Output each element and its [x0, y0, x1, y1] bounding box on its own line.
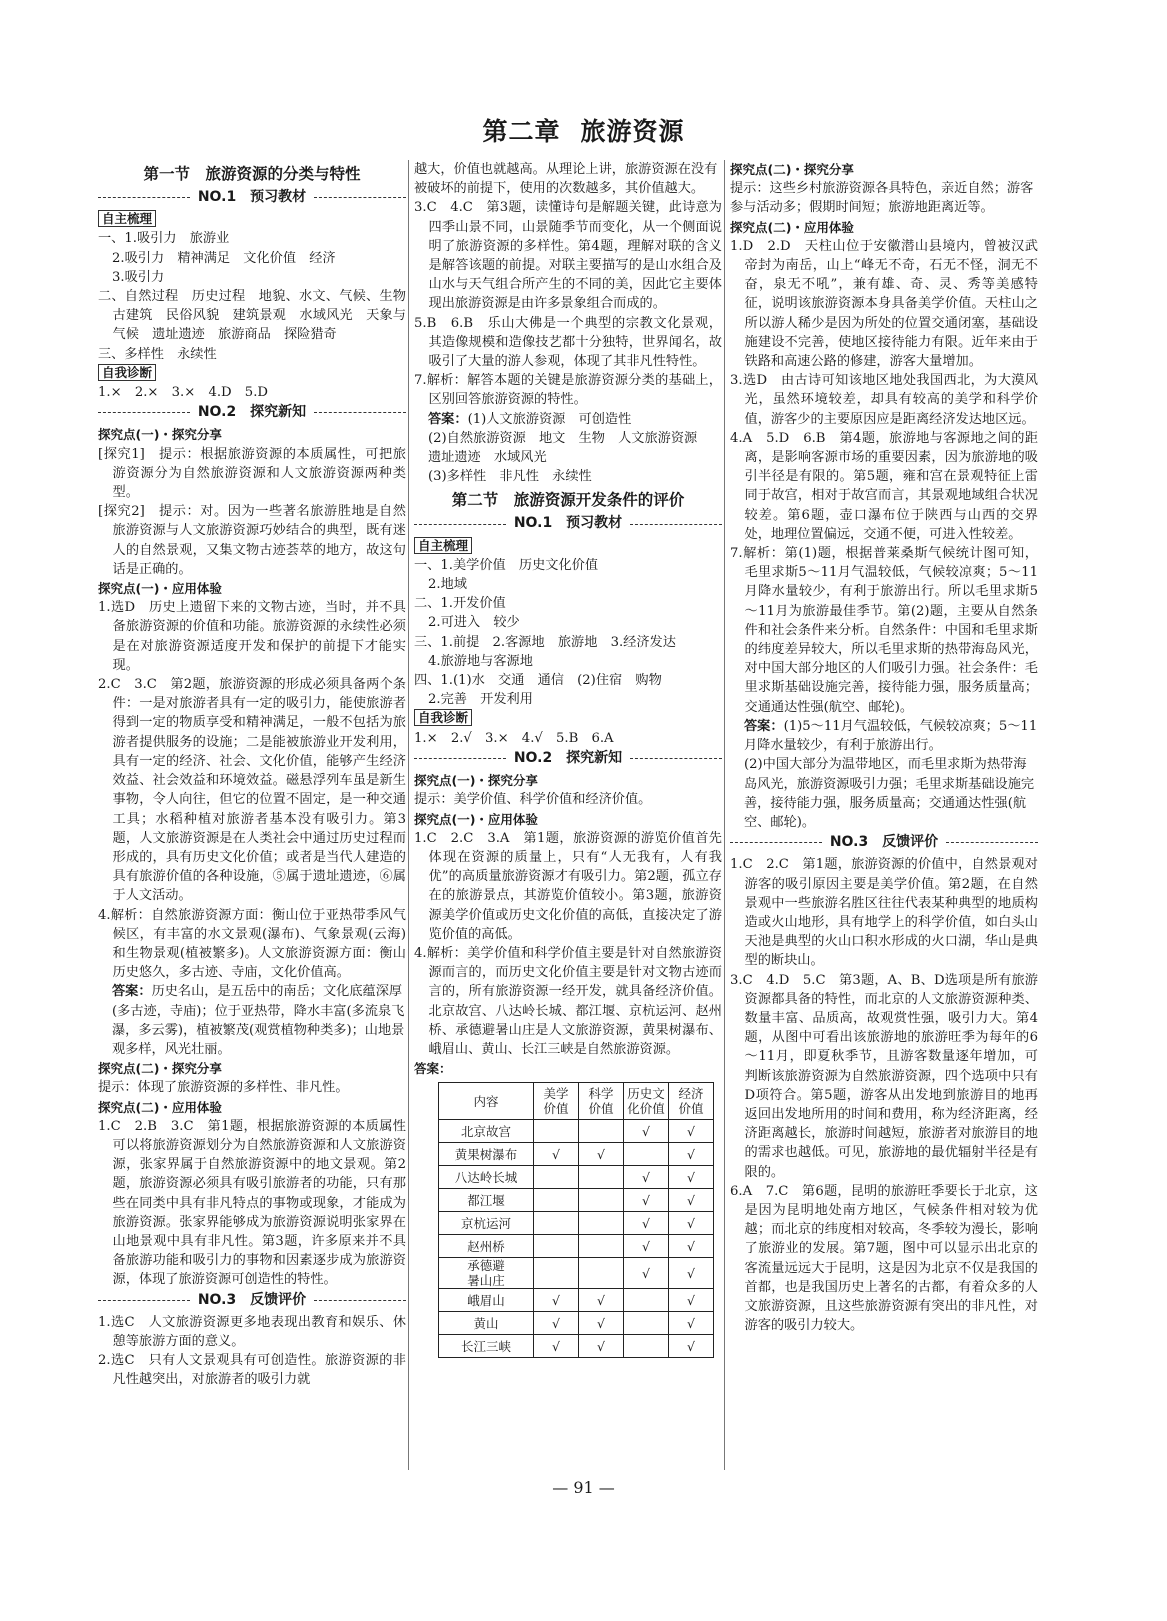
answer-item: 4.解析：自然旅游资源方面：衡山位于亚热带季风气候区，有丰富的水文景观(瀑布)、气象景观(云海)和生物景观(植被繁多)。人文旅游资源方面：衡山历史悠久，多古迹、寺庙，文化价值高。	[98, 907, 406, 981]
table-header: 科学 价值	[579, 1083, 624, 1120]
table-header: 历史文 化价值	[624, 1083, 669, 1120]
answer-label: 答案：	[744, 718, 784, 734]
answer-line: 3.吸引力	[112, 269, 165, 285]
table-cell	[624, 1289, 669, 1312]
bracket-heading-row	[414, 709, 722, 728]
table-cell: √	[669, 1289, 714, 1312]
answer-item: 2.选C 只有人文景观具有可创造性。旅游资源的非凡性越突出，对旅游者的吸引力就	[98, 1353, 406, 1388]
table-cell: √	[534, 1312, 579, 1335]
subheading: 探究点(二)・探究分享	[730, 162, 854, 177]
answer-item: 1.C 2.C 第1题，旅游资源的价值中，自然景观对游客的吸引原因主要是美学价值。第2题，在自然景观中一些旅游名胜区往往代表某种典型的地质构造或火山地形，具有地学上的科学价值，如白头山天池是典型的火山口积水形成的火口湖，华山是典型的断块山。	[730, 857, 1038, 969]
text-line: 越大，价值也就越高。从理论上讲，旅游资源在没有被破坏的前提下，使用的次数越多，其价值越大。	[414, 162, 718, 197]
part-heading-text: NO.1 预习教材	[197, 189, 307, 205]
column-divider	[724, 160, 725, 1470]
answer-line: 2.完善 开发利用	[428, 692, 533, 708]
table-row-label: 黄果树瀑布	[439, 1143, 534, 1166]
table-cell	[534, 1212, 579, 1235]
table-cell: √	[624, 1120, 669, 1143]
column-right	[730, 160, 1038, 1335]
table-cell: √	[624, 1258, 669, 1289]
table-cell: √	[669, 1212, 714, 1235]
table-cell: √	[669, 1312, 714, 1335]
table-row	[439, 1166, 714, 1189]
answer-item: [探究1] 提示：根据旅游资源的本质属性，可把旅游资源分为自然旅游资源和人文旅游资源两种类型。	[98, 446, 406, 501]
table-cell: √	[624, 1189, 669, 1212]
table-header: 内容	[439, 1083, 534, 1120]
answer-text: (1)人文旅游资源 可创造性	[467, 411, 632, 427]
section-title: 第二节 旅游资源开发条件的评价	[451, 491, 685, 510]
answer-item: [探究2] 提示：对。因为一些著名旅游胜地是自然旅游资源与人文旅游资源巧妙结合的典型，既有迷人的自然景观，又集文物古迹荟萃的地方，故这句话是正确的。	[98, 504, 406, 577]
bracket-heading: 自我诊断	[414, 709, 472, 726]
table-row-label: 北京故宫	[439, 1120, 534, 1143]
answer-item: 1.选C 人文旅游资源更多地表现出教育和娱乐、休憩等旅游方面的意义。	[98, 1314, 406, 1349]
table-row-label: 都江堰	[439, 1189, 534, 1212]
table-cell	[579, 1258, 624, 1289]
answer-item: 1.C 2.C 3.A 第1题，旅游资源的游览价值首先体现在资源的质量上，只有“人无我有，人有我优”的高质量旅游资源才有吸引力。第2题，孤立存在的旅游景点，其游览价值较小。第3题，旅游资源美学价值或历史文化价值的高低，直接决定了游览价值的高低。	[414, 830, 722, 942]
table-cell: √	[669, 1166, 714, 1189]
answer-line: 2.地域	[428, 577, 467, 593]
table-cell	[624, 1143, 669, 1166]
table-row-label: 黄山	[439, 1312, 534, 1335]
part-heading-text: NO.2 探究新知	[513, 749, 623, 766]
table-row	[439, 1120, 714, 1143]
part-heading	[730, 833, 1038, 852]
part-heading	[98, 403, 406, 422]
answer-item: 7.解析：第(1)题，根据普莱桑斯气候统计图可知，毛里求斯5～11月气温较低，气候较凉爽；5～11月降水量较少，有利于旅游出行。所以毛里求斯5～11月为旅游最佳季节。第(2)题，主要从自然条件和社会条件来分析。自然条件：中国和毛里求斯的纬度差异较大，所以毛里求斯的热带海岛风光，对中国大部分地区的人们吸引力强。社会条件：毛里求斯基础设施完善，接待能力强，服务质量高；交通通达性强(航空、邮轮)。	[730, 546, 1038, 715]
bracket-heading-row	[98, 364, 406, 383]
table-row-label: 承德避 暑山庄	[439, 1258, 534, 1289]
answer-block	[414, 410, 722, 429]
table-row	[439, 1312, 714, 1335]
table-cell: √	[669, 1120, 714, 1143]
answer-text: 历史名山，是五岳中的南岳；文化底蕴深厚(多古迹，寺庙)；位于亚热带，降水丰富(多流泉飞瀑，多云雾)，植被繁茂(观赏植物种类多)；山地景观多样，风光壮丽。	[112, 984, 405, 1057]
column-middle	[414, 160, 722, 1358]
text-line: 二、1.开发价值	[414, 596, 506, 612]
table-cell	[579, 1235, 624, 1258]
table-cell: √	[669, 1335, 714, 1358]
table-cell: √	[624, 1235, 669, 1258]
table-cell	[579, 1189, 624, 1212]
table-cell: √	[579, 1312, 624, 1335]
subheading: 答案：	[414, 1061, 452, 1077]
answer-text: (1)5～11月气温较低，气候较凉爽；5～11月降水量较少，有利于旅游出行。	[744, 718, 1038, 754]
bracket-heading: 自主梳理	[414, 537, 472, 554]
answer-line: (2)自然旅游资源 地文 生物 人文旅游资源 遗址遗迹 水域风光	[428, 430, 711, 466]
part-heading-text: NO.2 探究新知	[197, 404, 307, 421]
table-cell	[579, 1212, 624, 1235]
text-line: 一、1.吸引力 旅游业	[98, 231, 230, 247]
table-row	[439, 1235, 714, 1258]
table-cell: √	[534, 1289, 579, 1312]
answer-line: (2)中国大部分为温带地区，而毛里求斯为热带海岛风光，旅游资源吸引力强；毛里求斯基础设施完善，接待能力强，服务质量高；交通通达性强(航空、邮轮)。	[744, 757, 1035, 830]
bracket-heading: 自主梳理	[98, 210, 156, 227]
table-cell	[534, 1166, 579, 1189]
table-row	[439, 1289, 714, 1312]
part-heading	[414, 749, 722, 768]
table-cell: √	[579, 1289, 624, 1312]
text-line: 三、1.前提 2.客源地 旅游地 3.经济发达	[414, 634, 676, 650]
section-title: 第一节 旅游资源的分类与特性	[143, 165, 361, 183]
answer-item: 2.C 3.C 第2题，旅游资源的形成必须具备两个条件：一是对旅游者具有一定的吸引力，能使旅游者得到一定的物质享受和精神满足，一般不包括为旅游者提供服务的设施；二是能被旅游业开发利用，具有一定的经济、社会、文化价值，能够产生经济效益、社会效益和环境效益。磁悬浮列车虽是新生事物，令人向往，但它的位置不固定，是一种交通工具；水稻种植对旅游者基本没有吸引力。第3题，人文旅游资源是在人类社会中通过历史过程而形成的，具有历史文化价值；或者是当代人建造的具有旅游价值的各种设施，⑤属于遗址遗迹，⑥属于人文活动。	[98, 677, 406, 904]
table-header: 美学 价值	[534, 1083, 579, 1120]
answer-item: 1.选D 历史上遗留下来的文物古迹，当时，并不具备旅游资源的价值和功能。旅游资源的永续性必须是在对旅游资源适度开发和保护的前提下才能实现。	[98, 600, 406, 673]
table-cell: √	[669, 1189, 714, 1212]
answer-label: 答案：	[428, 411, 468, 427]
table-row	[439, 1258, 714, 1289]
answer-item: 1.D 2.D 天柱山位于安徽潜山县境内，曾被汉武帝封为南岳，山上“峰无不奇，石无不怪，洞无不奋，泉无不吼”，兼有雄、奇、灵、秀等美感特征，说明该旅游资源本身具备美学价值。天柱山之所以游人稀少是因为所处的位置交通闭塞，基础设施建设不完善，使地区接待能力有限。近年来由于铁路和高速公路的修建，游客大量增加。	[730, 238, 1038, 370]
subheading: 探究点(一)・应用体验	[98, 581, 222, 597]
text-line: 提示：这些乡村旅游资源各具特色，亲近自然；游客参与活动多；假期时间短；旅游地距离近等。	[730, 181, 1034, 216]
bracket-heading: 自我诊断	[98, 364, 156, 381]
table-row	[439, 1189, 714, 1212]
text-line: 1.× 2.× 3.× 4.D 5.D	[98, 385, 268, 401]
answer-item: 7.解析：解答本题的关键是旅游资源分类的基础上，区别回答旅游资源的特性。	[414, 373, 722, 408]
bracket-heading-row	[98, 210, 406, 229]
subheading: 探究点(二)・探究分享	[98, 1061, 222, 1077]
bracket-heading-row	[414, 537, 722, 556]
answer-item: 二、自然过程 历史过程 地貌、水文、气候、生物 古建筑 民俗风貌 建筑景观 水域风光 天象与气候 遗址遗迹 旅游商品 探险猎奇	[98, 289, 420, 343]
table-row-label: 八达岭长城	[439, 1166, 534, 1189]
table-row-label: 长江三峡	[439, 1335, 534, 1358]
subheading: 探究点(一)・探究分享	[414, 773, 538, 789]
table-cell	[579, 1166, 624, 1189]
table-cell	[534, 1258, 579, 1289]
answer-line: 2.吸引力 精神满足 文化价值 经济	[112, 250, 336, 266]
page-number: — 91 —	[552, 1478, 615, 1497]
answer-item: 3.C 4.D 5.C 第3题，A、B、D选项是所有旅游资源都具备的特性，而北京的人文旅游资源种类、数量丰富、品质高，故观赏性强，吸引力大。第4题，从图中可看出该旅游地的旅游旺季为每年的6～11月，即夏秋季节，且游客数量逐年增加，可判断该旅游资源为自然旅游资源，四个选项中只有D项符合。第5题，游客从出发地到旅游目的地再返回出发地所用的时间和费用，称为经济距离，经济距离越长，旅游时间越短，旅游者对旅游目的地的需求也越低。可见，旅游地的最优辐射半径是有限的。	[730, 972, 1038, 1180]
answer-item: 5.B 6.B 乐山大佛是一个典型的宗教文化景观，其造像规模和造像技艺都十分独特，世界闻名，故吸引了大量的游人参观，体现了其非凡性特性。	[414, 315, 722, 370]
answer-item: 3.选D 由古诗可知该地区地处我国西北，为大漠风光，虽然环境较差，却具有较高的美学和科学价值，游客少的主要原因应是距离经济发达地区远。	[730, 373, 1038, 427]
answer-item: 3.C 4.C 第3题，读懂诗句是解题关键，此诗意为四季山景不同，山景随季节而变化，从一个侧面说明了旅游资源的多样性。第4题，理解对联的含义是解答该题的前提。对联主要描写的是山水组合及山水与天气组合所产生的不同的美，因此它主要体现出旅游资源是由许多景象组合而成的。	[414, 200, 722, 312]
table-cell: √	[579, 1143, 624, 1166]
answer-line: 4.旅游地与客源地	[428, 653, 533, 669]
table-row-label: 赵州桥	[439, 1235, 534, 1258]
answer-block	[730, 717, 1038, 755]
table-cell: √	[669, 1258, 714, 1289]
answer-line: 2.可进入 较少	[428, 615, 520, 631]
table-cell: √	[534, 1143, 579, 1166]
table-header: 经济 价值	[669, 1083, 714, 1120]
answer-item: 1.C 2.B 3.C 第1题，根据旅游资源的本质属性可以将旅游资源划分为自然旅游资源和人文旅游资源，张家界属于自然旅游资源中的地文景观。第2题，旅游资源必须具有吸引旅游者的功能，只有那些在同类中具有非凡特点的事物或现象，才能成为旅游资源。张家界能够成为旅游资源说明张家界在山地景观中具有非凡性。第3题，许多原来并不具备旅游功能和吸引力的事物和因素逐步成为旅游资源，体现了旅游资源可创造性的特性。	[98, 1118, 406, 1288]
table-cell: √	[669, 1143, 714, 1166]
table-cell	[624, 1312, 669, 1335]
column-divider	[408, 160, 409, 1470]
text-line: 提示：美学价值、科学价值和经济价值。	[414, 792, 652, 808]
table-cell	[534, 1120, 579, 1143]
part-heading-text: NO.1 预习教材	[513, 515, 623, 532]
table-cell	[579, 1120, 624, 1143]
subheading: 探究点(二)・应用体验	[98, 1099, 222, 1115]
table-cell	[534, 1189, 579, 1212]
answer-label: 答案：	[112, 984, 152, 1000]
table-row	[439, 1212, 714, 1235]
answer-item: 6.A 7.C 第6题，昆明的旅游旺季要长于北京，这是因为昆明地处南方地区，气候条件相对较为优越；而北京的纬度相对较高，冬季较为漫长，影响了旅游业的发展。第7题，图中可以显示出北京的客流量远远大于昆明，这是因为北京不仅是我国的首都，也是我国历史上著名的古都，有着众多的人文旅游资源，且这些旅游资源有突出的非凡性，对游客的吸引力较大。	[730, 1183, 1038, 1334]
column-left	[98, 160, 420, 1390]
answer-item: 4.A 5.D 6.B 第4题，旅游地与客源地之间的距离，是影响客源市场的重要因素，因为旅游地的吸引半径是有限的。第5题，雍和宫在景观特征上雷同于故宫，相对于故宫而言，其景观地域组合状况较差。第6题，壶口瀑布位于陕西与山西的交界处，地理位置偏远，交通不便，可进入性较差。	[730, 430, 1038, 542]
chapter-title: 第二章 旅游资源	[482, 117, 685, 146]
table-cell	[624, 1335, 669, 1358]
answer-item: 4.解析：美学价值和科学价值主要是针对自然旅游资源而言的，而历史文化价值主要是针对文物古迹而言的，所有旅游资源一经开发，就具备经济价值。北京故宫、八达岭长城、都江堰、京杭运河、赵州桥、承德避暑山庄是人文旅游资源，黄果树瀑布、峨眉山、黄山、长江三峡是自然旅游资源。	[414, 945, 722, 1057]
part-heading	[98, 188, 406, 207]
text-line: 提示：体现了旅游资源的多样性、非凡性。	[98, 1080, 349, 1096]
part-heading	[98, 1291, 406, 1310]
table-row-label: 峨眉山	[439, 1289, 534, 1312]
subheading: 探究点(二)・应用体验	[730, 219, 854, 235]
table-cell: √	[534, 1335, 579, 1358]
answer-block	[98, 982, 406, 1059]
subheading: 探究点(一)・应用体验	[414, 811, 538, 827]
text-line: 一、1.美学价值 历史文化价值	[414, 557, 599, 573]
part-heading	[414, 514, 722, 533]
text-line: 四、1.(1)水 交通 通信 (2)住宿 购物	[414, 673, 662, 689]
text-line: 三、多样性 永续性	[98, 346, 217, 362]
subheading: 探究点(一)・探究分享	[98, 427, 222, 443]
answer-line: (3)多样性 非凡性 永续性	[428, 469, 592, 485]
table-row	[439, 1335, 714, 1358]
text-line: 1.× 2.√ 3.× 4.√ 5.B 6.A	[414, 730, 614, 746]
table-row	[439, 1143, 714, 1166]
part-heading-text: NO.3 反馈评价	[197, 1291, 307, 1308]
table-cell: √	[624, 1212, 669, 1235]
table-cell	[534, 1235, 579, 1258]
table-cell: √	[624, 1166, 669, 1189]
part-heading-text: NO.3 反馈评价	[829, 834, 939, 851]
table-cell: √	[579, 1335, 624, 1358]
answer-table	[438, 1082, 714, 1358]
table-cell: √	[669, 1235, 714, 1258]
table-row-label: 京杭运河	[439, 1212, 534, 1235]
